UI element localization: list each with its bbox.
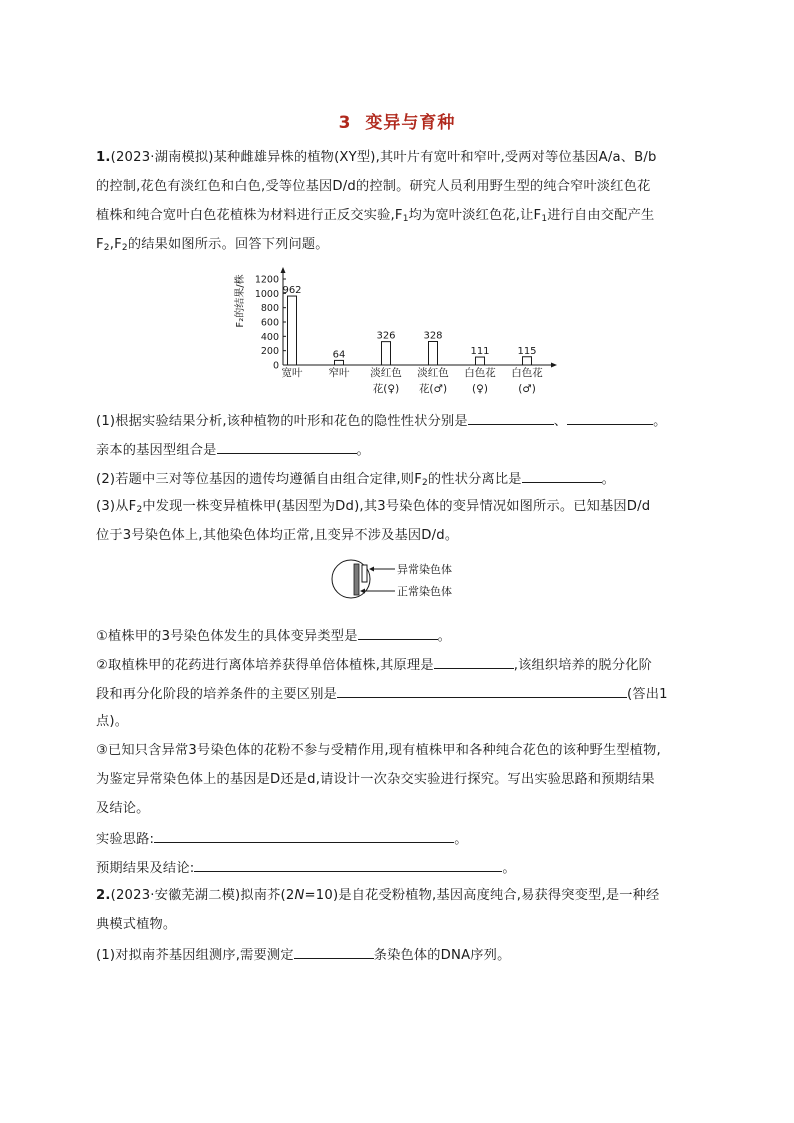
q1-intro-line-1 bbox=[96, 148, 706, 168]
q1-intro-line-3 bbox=[96, 206, 706, 226]
q1-c3-text: 及结论。 bbox=[96, 801, 150, 816]
abnormal-arrowhead bbox=[369, 567, 374, 572]
abnormal-chromosome-label: 异常染色体 bbox=[397, 563, 452, 576]
bar bbox=[335, 360, 344, 365]
q1-intro-text: 进行自由交配产生 bbox=[547, 208, 655, 223]
period: 。 bbox=[601, 472, 616, 487]
subscript: 2 bbox=[136, 505, 143, 515]
q2-part1-line bbox=[96, 944, 706, 966]
bar bbox=[523, 357, 532, 365]
normal-chromosome bbox=[354, 564, 359, 595]
subscript: 2 bbox=[421, 478, 428, 488]
q1-idea-line bbox=[96, 828, 706, 850]
y-tick-label: 200 bbox=[260, 346, 279, 358]
q1-intro-text: ,F bbox=[109, 237, 122, 252]
expected-result-label: 预期结果及结论: bbox=[96, 861, 195, 876]
bar bbox=[476, 357, 485, 365]
q1-c3-text: ③已知只含异常3号染色体的花粉不参与受精作用,现有植株甲和各种纯合花色的该种野生型植物, bbox=[96, 743, 661, 758]
bar-value-label: 326 bbox=[376, 330, 396, 342]
x-tick-label: 窄叶 bbox=[328, 367, 350, 379]
x-tick-label: (♀) bbox=[472, 383, 488, 395]
chromosome-number-symbol: N bbox=[294, 888, 305, 903]
q1-part3-line-1 bbox=[96, 497, 706, 517]
q1-part1-line-2 bbox=[96, 439, 706, 461]
x-tick-label: 淡红色 bbox=[417, 367, 449, 379]
experiment-idea-label: 实验思路: bbox=[96, 832, 155, 847]
answer-blank-chromosome-count[interactable] bbox=[294, 944, 374, 959]
subscript: 2 bbox=[121, 243, 128, 253]
chromosome-figure bbox=[325, 555, 475, 605]
q1-intro-line-4 bbox=[96, 235, 706, 255]
x-tick-label: 白色花 bbox=[511, 367, 543, 379]
q1-part3-text: 位于3号染色体上,其他染色体均正常,且变异不涉及基因D/d。 bbox=[96, 528, 459, 543]
bar-value-label: 115 bbox=[517, 345, 537, 357]
bar-value-label: 962 bbox=[282, 285, 302, 297]
q1-part2-text: 的性状分离比是 bbox=[427, 472, 522, 487]
q1-c3-line-3 bbox=[96, 799, 706, 819]
x-tick-label: 花(♂) bbox=[418, 383, 448, 395]
q1-intro-text: 植株和纯合宽叶白色花植株为材料进行正反交实验,F bbox=[96, 208, 403, 223]
bar-value-label: 111 bbox=[470, 346, 490, 358]
q1-c2-line-3 bbox=[96, 712, 706, 732]
q1-intro-text: F bbox=[96, 237, 104, 252]
subscript: 1 bbox=[402, 214, 409, 224]
y-tick-label: 1000 bbox=[254, 288, 279, 300]
q1-part1-line-1 bbox=[96, 410, 706, 432]
q2-intro-text: =10)是自花受粉植物,基因高度纯合,易获得突变型,是一种经 bbox=[304, 888, 660, 903]
y-axis-label: F₂的结果/株 bbox=[235, 274, 246, 328]
bar bbox=[429, 341, 438, 365]
bar bbox=[288, 296, 297, 365]
period: 。 bbox=[653, 414, 667, 429]
x-tick-label: 宽叶 bbox=[281, 367, 303, 379]
q1-c2-text: ②取植株甲的花药进行离体培养获得单倍体植株,其原理是 bbox=[96, 658, 434, 673]
q2-part1-text: (1)对拟南芥基因组测序,需要测定 bbox=[96, 948, 294, 963]
q1-part3-text: (3)从F bbox=[96, 499, 137, 514]
y-tick-label: 1200 bbox=[254, 274, 279, 286]
q1-c3-line-1 bbox=[96, 741, 706, 761]
q1-c3-line-2 bbox=[96, 770, 706, 790]
q1-c2-text: ,该组织培养的脱分化阶 bbox=[513, 658, 652, 673]
bar-value-label: 64 bbox=[332, 349, 346, 361]
answer-blank-flower-color[interactable] bbox=[567, 410, 653, 425]
title-number: 3 bbox=[338, 113, 352, 133]
y-tick-label: 600 bbox=[260, 317, 279, 329]
period: 。 bbox=[356, 443, 370, 458]
bar-value-label: 328 bbox=[423, 330, 443, 342]
x-tick-label: 淡红色 bbox=[370, 367, 402, 379]
q2-intro-line-2 bbox=[96, 915, 706, 935]
q1-part2-line bbox=[96, 468, 706, 490]
q1-expect-line bbox=[96, 857, 706, 879]
y-tick-label: 800 bbox=[260, 303, 279, 315]
period: 。 bbox=[454, 832, 468, 847]
q2-intro-text: 典模式植物。 bbox=[96, 917, 177, 932]
y-tick-label: 0 bbox=[272, 360, 279, 372]
normal-arrowhead bbox=[360, 589, 365, 594]
x-tick-label: 花(♀) bbox=[372, 383, 400, 395]
q2-part1-text: 条染色体的DNA序列。 bbox=[373, 948, 511, 963]
answer-blank-expected-result[interactable] bbox=[194, 857, 502, 872]
separator: 、 bbox=[553, 414, 568, 429]
q2-number: 2. bbox=[96, 888, 111, 903]
q1-intro-text: 均为宽叶淡红色花,让F bbox=[408, 208, 542, 223]
q1-part1-text: 亲本的基因型组合是 bbox=[96, 443, 217, 458]
answer-blank-culture-difference[interactable] bbox=[337, 683, 627, 698]
q2-intro-line-1 bbox=[96, 886, 706, 906]
answer-blank-experiment-idea[interactable] bbox=[154, 828, 454, 843]
y-tick-label: 400 bbox=[260, 331, 279, 343]
normal-chromosome-label: 正常染色体 bbox=[397, 585, 452, 598]
title-text: 变异与育种 bbox=[365, 113, 456, 133]
period: 。 bbox=[437, 629, 451, 644]
q1-part3-line-2 bbox=[96, 526, 706, 546]
q1-c2-text: 段和再分化阶段的培养条件的主要区别是 bbox=[96, 687, 337, 702]
q2-intro-text: (2023·安徽芜湖二模)拟南芥(2 bbox=[110, 888, 295, 903]
subscript: 2 bbox=[103, 243, 110, 253]
answer-blank-variation-type[interactable] bbox=[358, 625, 438, 640]
page-title bbox=[0, 108, 794, 133]
bar bbox=[382, 342, 391, 365]
q1-intro-text: 的结果如图所示。回答下列问题。 bbox=[127, 237, 329, 252]
x-tick-label: (♂) bbox=[518, 383, 536, 395]
answer-blank-parent-genotype[interactable] bbox=[217, 439, 357, 454]
f2-results-bar-chart bbox=[228, 265, 573, 400]
answer-blank-principle[interactable] bbox=[434, 654, 514, 669]
subscript: 1 bbox=[541, 214, 548, 224]
abnormal-chromosome bbox=[362, 565, 367, 582]
q1-c1-text: ①植株甲的3号染色体发生的具体变异类型是 bbox=[96, 629, 358, 644]
q1-intro-text: 的控制,花色有淡红色和白色,受等位基因D/d的控制。研究人员利用野生型的纯合窄叶淡红色花 bbox=[96, 179, 651, 194]
q1-c2-text: 点)。 bbox=[96, 714, 129, 729]
q1-c2-text: (答出1 bbox=[626, 687, 668, 702]
q1-part2-text: (2)若题中三对等位基因的遗传均遵循自由组合定律,则F bbox=[96, 472, 422, 487]
q1-c3-text: 为鉴定异常染色体上的基因是D还是d,请设计一次杂交实验进行探究。写出实验思路和预期结果 bbox=[96, 772, 655, 787]
q1-intro-line-2 bbox=[96, 177, 706, 197]
q1-c1-line bbox=[96, 625, 706, 647]
answer-blank-segregation-ratio[interactable] bbox=[522, 468, 602, 483]
q1-intro-text: (2023·湖南模拟)某种雌雄异株的植物(XY型),其叶片有宽叶和窄叶,受两对等位基因A/a、B/b bbox=[110, 150, 657, 165]
y-axis-arrow bbox=[281, 267, 286, 273]
q1-c2-line-2 bbox=[96, 683, 706, 705]
answer-blank-leaf-shape[interactable] bbox=[468, 410, 554, 425]
x-axis-arrow bbox=[551, 363, 557, 368]
q1-c2-line-1 bbox=[96, 654, 706, 676]
q1-part3-text: 中发现一株变异植株甲(基因型为Dd),其3号染色体的变异情况如图所示。已知基因D/d bbox=[142, 499, 651, 514]
period: 。 bbox=[502, 861, 516, 876]
x-tick-label: 白色花 bbox=[464, 367, 496, 379]
q1-part1-text: (1)根据实验结果分析,该种植物的叶形和花色的隐性性状分别是 bbox=[96, 414, 468, 429]
q1-number: 1. bbox=[96, 150, 111, 165]
